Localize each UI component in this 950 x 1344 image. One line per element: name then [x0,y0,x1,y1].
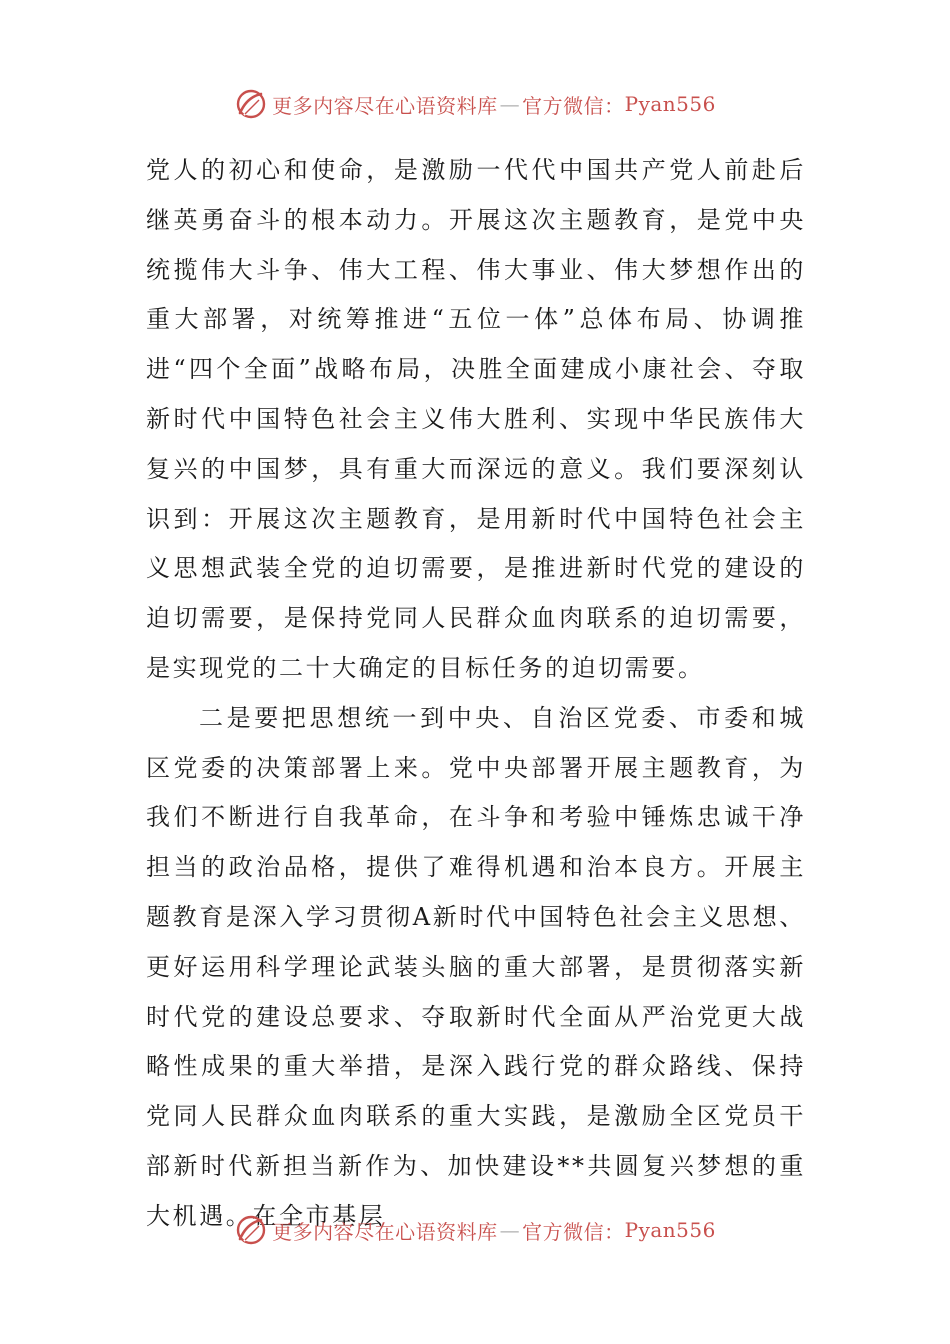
footer-wechat-id: Pyan556 [624,1218,716,1242]
footer-separator: — [499,1218,521,1242]
paragraph-2: 二是要把思想统一到中央、自治区党委、市委和城区党委的决策部署上来。党中央部署开展主题教育，为我们不断进行自我革命，在斗争和考验中锤炼忠诚干净担当的政治品格，提供了难得机遇和治本良方。开展主题教育是深入学习贯彻A新时代中国特色社会主义思想、更好运用科学理论武装头脑的重大部署，是贯彻落实新时代党的建设总要求、夺取新时代全面从严治党更大战略性成果的重大举措，是深入践行党的群众路线、保持党同人民群众血肉联系的重大实践，是激励全区党员干部新时代新担当新作为、加快建设**共圆复兴梦想的重大机遇。在全市基层 [146,703,806,1230]
banner-wechat-label: 官方微信： [522,93,625,118]
banner-site-text: 更多内容尽在心语资料库 [272,93,498,118]
pen-swirl-logo-icon [234,1213,268,1247]
banner-separator: — [499,92,521,116]
header-banner [0,84,950,124]
paragraph-1: 党人的初心和使命，是激励一代代中国共产党人前赴后继英勇奋斗的根本动力。开展这次主题教育，是党中央统揽伟大斗争、伟大工程、伟大事业、伟大梦想作出的重大部署，对统筹推进“五位一体”总体布局、协调推进“四个全面”战略布局，决胜全面建成小康社会、夺取新时代中国特色社会主义伟大胜利、实现中华民族伟大复兴的中国梦，具有重大而深远的意义。我们要深刻认识到：开展这次主题教育，是用新时代中国特色社会主义思想武装全党的迫切需要，是推进新时代党的建设的迫切需要，是保持党同人民群众血肉联系的迫切需要，是实现党的二十大确定的目标任务的迫切需要。 [146,156,806,682]
footer-site-text: 更多内容尽在心语资料库 [272,1219,498,1244]
document-body [146,146,806,1242]
footer-wechat-label: 官方微信： [522,1219,625,1244]
footer-banner [0,1210,950,1250]
banner-wechat-id: Pyan556 [624,92,716,116]
pen-swirl-logo-icon [234,87,268,121]
